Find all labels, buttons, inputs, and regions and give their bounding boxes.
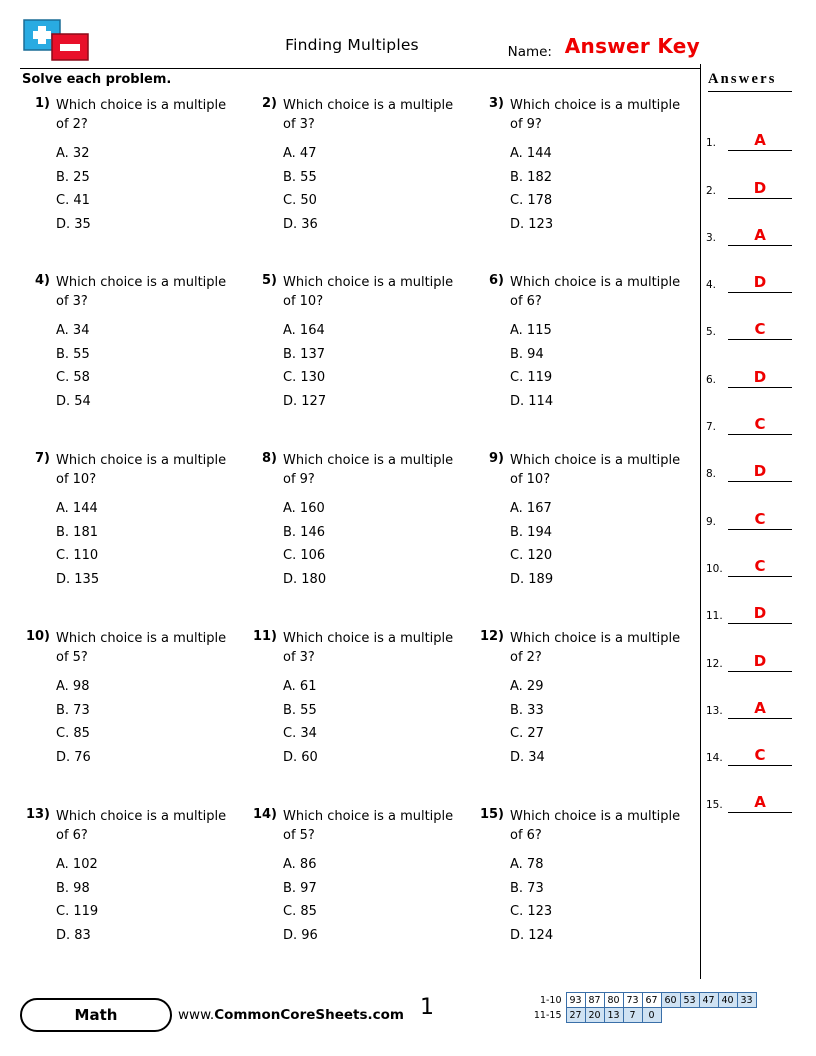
answer-value[interactable]: C bbox=[754, 746, 766, 765]
choice-option[interactable]: D. 135 bbox=[56, 571, 100, 587]
score-cell: 80 bbox=[604, 993, 623, 1008]
question-number: 15) bbox=[479, 807, 504, 822]
subject-badge bbox=[20, 998, 172, 1032]
instructions: Solve each problem. bbox=[22, 72, 172, 87]
question-text: Which choice is a multiple of 5? bbox=[283, 809, 454, 843]
question-text: Which choice is a multiple of 3? bbox=[56, 275, 227, 309]
answer-number: 2. bbox=[706, 184, 717, 197]
choice-option[interactable]: B. 194 bbox=[510, 524, 552, 540]
page-header bbox=[22, 18, 700, 64]
choice-option[interactable]: A. 34 bbox=[56, 323, 90, 338]
question-item bbox=[16, 807, 243, 985]
choice-option[interactable]: A. 144 bbox=[510, 146, 552, 161]
score-cell: 67 bbox=[642, 993, 661, 1008]
choice-option[interactable]: D. 189 bbox=[510, 571, 554, 587]
score-cell: 47 bbox=[699, 993, 718, 1008]
choice-list bbox=[283, 675, 466, 769]
answers-heading: Answers bbox=[708, 71, 777, 87]
choice-list bbox=[510, 853, 693, 947]
choice-option[interactable]: C. 119 bbox=[510, 370, 553, 385]
score-cell-empty bbox=[737, 1008, 756, 1023]
math-plus-minus-logo-icon bbox=[22, 18, 94, 62]
score-cell: 40 bbox=[718, 993, 737, 1008]
question-number: 6) bbox=[489, 273, 504, 288]
choice-option[interactable]: B. 94 bbox=[510, 346, 544, 362]
answer-row bbox=[706, 482, 798, 529]
choice-option[interactable]: A. 164 bbox=[283, 323, 325, 338]
question-item bbox=[243, 273, 470, 451]
question-text: Which choice is a multiple of 2? bbox=[510, 631, 681, 665]
choice-option[interactable]: C. 120 bbox=[510, 548, 553, 563]
question-item bbox=[470, 96, 697, 273]
choice-option[interactable]: A. 78 bbox=[510, 857, 544, 872]
choice-option[interactable]: A. 115 bbox=[510, 323, 552, 338]
answer-row bbox=[706, 104, 798, 151]
answer-number: 6. bbox=[706, 373, 717, 386]
answer-row bbox=[706, 199, 798, 246]
answer-value[interactable]: A bbox=[754, 698, 766, 717]
answer-row bbox=[706, 577, 798, 624]
choice-option[interactable]: C. 130 bbox=[283, 370, 326, 385]
choice-option[interactable]: D. 36 bbox=[283, 216, 318, 232]
choice-list bbox=[56, 497, 239, 591]
score-cell: 73 bbox=[623, 993, 642, 1008]
url-prefix: www. bbox=[178, 1007, 215, 1023]
choice-option[interactable]: C. 178 bbox=[510, 193, 553, 208]
choice-option[interactable]: D. 54 bbox=[56, 393, 91, 409]
question-number: 13) bbox=[25, 807, 50, 822]
answer-value[interactable]: A bbox=[754, 131, 766, 150]
choice-list bbox=[283, 142, 466, 236]
choice-option[interactable]: B. 146 bbox=[283, 524, 325, 540]
question-text: Which choice is a multiple of 10? bbox=[56, 453, 227, 487]
question-text: Which choice is a multiple of 6? bbox=[510, 809, 681, 843]
choice-option[interactable]: A. 102 bbox=[56, 857, 98, 872]
answer-value[interactable]: C bbox=[754, 509, 766, 528]
answer-number: 13. bbox=[706, 704, 723, 717]
answer-number: 8. bbox=[706, 468, 717, 481]
score-cell: 13 bbox=[604, 1008, 623, 1023]
choice-option[interactable]: B. 25 bbox=[56, 169, 90, 185]
choice-option[interactable]: C. 123 bbox=[510, 904, 553, 919]
choice-list bbox=[283, 319, 466, 413]
choice-option[interactable]: C. 119 bbox=[56, 904, 99, 919]
score-cell-empty bbox=[680, 1008, 699, 1023]
choice-option[interactable]: C. 41 bbox=[56, 193, 90, 208]
question-number: 14) bbox=[252, 807, 277, 822]
choice-option[interactable]: D. 124 bbox=[510, 927, 554, 943]
answers-divider bbox=[700, 64, 701, 979]
question-text: Which choice is a multiple of 3? bbox=[283, 98, 454, 132]
answer-value[interactable]: D bbox=[753, 604, 767, 623]
subject-label: Math bbox=[74, 1006, 118, 1024]
score-cell: 0 bbox=[642, 1008, 661, 1023]
choice-option[interactable]: A. 86 bbox=[283, 857, 317, 872]
question-number: 5) bbox=[262, 273, 277, 288]
score-row-label: 1-10 bbox=[539, 994, 562, 1006]
score-cell: 33 bbox=[737, 993, 756, 1008]
question-item bbox=[243, 451, 470, 629]
choice-list bbox=[510, 675, 693, 769]
choice-option[interactable]: D. 114 bbox=[510, 393, 554, 409]
score-cell: 87 bbox=[585, 993, 604, 1008]
answer-row bbox=[706, 246, 798, 293]
answer-row bbox=[706, 293, 798, 340]
choice-option[interactable]: A. 61 bbox=[283, 679, 317, 694]
answer-number: 11. bbox=[706, 610, 723, 623]
question-text: Which choice is a multiple of 2? bbox=[56, 98, 227, 132]
answer-number: 3. bbox=[706, 231, 717, 244]
choice-option[interactable]: A. 160 bbox=[283, 501, 325, 516]
answers-heading-rule bbox=[708, 91, 792, 92]
page-number: 1 bbox=[420, 995, 434, 1020]
score-cell: 7 bbox=[623, 1008, 642, 1023]
score-cell-empty bbox=[718, 1008, 737, 1023]
answer-value[interactable]: D bbox=[753, 273, 767, 292]
score-cell: 20 bbox=[585, 1008, 604, 1023]
question-item bbox=[16, 273, 243, 451]
question-text: Which choice is a multiple of 6? bbox=[56, 809, 227, 843]
answer-number: 7. bbox=[706, 421, 717, 434]
choice-option[interactable]: B. 98 bbox=[56, 880, 90, 896]
website-url[interactable] bbox=[178, 1007, 404, 1023]
choice-option[interactable]: D. 60 bbox=[283, 749, 318, 765]
choice-option[interactable]: A. 29 bbox=[510, 679, 544, 694]
choice-list bbox=[510, 142, 693, 236]
choice-option[interactable]: C. 58 bbox=[56, 370, 90, 385]
choice-list bbox=[56, 142, 239, 236]
score-row-1 bbox=[532, 993, 756, 1008]
answer-row bbox=[706, 388, 798, 435]
answer-number: 10. bbox=[706, 562, 723, 575]
answer-value[interactable]: D bbox=[753, 651, 767, 670]
choice-list bbox=[510, 497, 693, 591]
question-number: 3) bbox=[489, 96, 504, 111]
choice-list bbox=[56, 675, 239, 769]
choice-option[interactable]: D. 123 bbox=[510, 216, 554, 232]
answer-value[interactable]: A bbox=[754, 225, 766, 244]
choice-list bbox=[510, 319, 693, 413]
choice-option[interactable]: A. 167 bbox=[510, 501, 552, 516]
question-item bbox=[470, 273, 697, 451]
choice-option[interactable]: B. 73 bbox=[56, 702, 90, 718]
score-cell: 93 bbox=[566, 993, 585, 1008]
answer-row bbox=[706, 435, 798, 482]
score-row-2 bbox=[532, 1008, 756, 1023]
answer-number: 4. bbox=[706, 279, 717, 292]
question-text: Which choice is a multiple of 10? bbox=[283, 275, 454, 309]
question-number: 9) bbox=[489, 451, 504, 466]
score-row-label: 11-15 bbox=[533, 1009, 562, 1021]
answer-number: 12. bbox=[706, 657, 723, 670]
question-text: Which choice is a multiple of 5? bbox=[56, 631, 227, 665]
choice-option[interactable]: C. 50 bbox=[283, 193, 317, 208]
answer-value[interactable]: C bbox=[754, 415, 766, 434]
answer-row bbox=[706, 672, 798, 719]
choice-option[interactable]: C. 106 bbox=[283, 548, 326, 563]
answer-row bbox=[706, 624, 798, 671]
question-item bbox=[16, 451, 243, 629]
question-text: Which choice is a multiple of 3? bbox=[283, 631, 454, 665]
answer-number: 1. bbox=[706, 137, 717, 150]
answer-number: 15. bbox=[706, 799, 723, 812]
question-number: 2) bbox=[262, 96, 277, 111]
choice-option[interactable]: B. 55 bbox=[56, 346, 90, 362]
question-number: 12) bbox=[479, 629, 504, 644]
answer-key-label: Answer Key bbox=[564, 34, 700, 58]
question-row bbox=[16, 807, 698, 985]
choice-option[interactable]: D. 83 bbox=[56, 927, 91, 943]
choice-option[interactable]: C. 27 bbox=[510, 726, 544, 741]
answer-number: 9. bbox=[706, 515, 717, 528]
answers-list bbox=[706, 104, 798, 813]
question-text: Which choice is a multiple of 9? bbox=[283, 453, 454, 487]
question-text: Which choice is a multiple of 6? bbox=[510, 275, 681, 309]
choice-list bbox=[56, 853, 239, 947]
answer-row bbox=[706, 340, 798, 387]
choice-option[interactable]: C. 110 bbox=[56, 548, 99, 563]
choice-option[interactable]: D. 96 bbox=[283, 927, 318, 943]
header-divider bbox=[20, 68, 700, 69]
choice-list bbox=[283, 853, 466, 947]
page-title: Finding Multiples bbox=[285, 36, 419, 54]
answer-row bbox=[706, 151, 798, 198]
choice-option[interactable]: A. 144 bbox=[56, 501, 98, 516]
choice-option[interactable]: C. 85 bbox=[283, 904, 317, 919]
question-number: 4) bbox=[35, 273, 50, 288]
score-cell-empty bbox=[699, 1008, 718, 1023]
question-number: 10) bbox=[25, 629, 50, 644]
question-row bbox=[16, 273, 698, 451]
question-number: 1) bbox=[35, 96, 50, 111]
score-table bbox=[532, 992, 757, 1023]
choice-option[interactable]: B. 182 bbox=[510, 169, 552, 185]
choice-option[interactable]: D. 180 bbox=[283, 571, 327, 587]
question-item bbox=[243, 629, 470, 807]
choice-option[interactable]: C. 85 bbox=[56, 726, 90, 741]
answer-row bbox=[706, 719, 798, 766]
choice-list bbox=[283, 497, 466, 591]
question-item bbox=[16, 96, 243, 273]
choice-option[interactable]: D. 35 bbox=[56, 216, 91, 232]
question-item bbox=[470, 451, 697, 629]
question-number: 8) bbox=[262, 451, 277, 466]
question-item bbox=[470, 807, 697, 985]
choice-option[interactable]: C. 34 bbox=[283, 726, 317, 741]
choice-option[interactable]: B. 73 bbox=[510, 880, 544, 896]
choice-option[interactable]: B. 55 bbox=[283, 169, 317, 185]
answer-number: 14. bbox=[706, 752, 723, 765]
answer-value[interactable]: C bbox=[754, 556, 766, 575]
answer-row bbox=[706, 530, 798, 577]
question-row bbox=[16, 629, 698, 807]
score-cell: 60 bbox=[661, 993, 680, 1008]
choice-option[interactable]: D. 127 bbox=[283, 393, 327, 409]
choice-option[interactable]: A. 98 bbox=[56, 679, 90, 694]
choice-option[interactable]: B. 55 bbox=[283, 702, 317, 718]
answer-value[interactable]: D bbox=[753, 178, 767, 197]
question-item bbox=[16, 629, 243, 807]
choice-option[interactable]: B. 33 bbox=[510, 702, 544, 718]
answer-value[interactable]: D bbox=[753, 462, 767, 481]
choice-option[interactable]: A. 32 bbox=[56, 146, 90, 161]
questions-grid bbox=[16, 96, 698, 985]
choice-option[interactable]: B. 97 bbox=[283, 880, 317, 896]
choice-option[interactable]: B. 137 bbox=[283, 346, 325, 362]
choice-list bbox=[56, 319, 239, 413]
score-cell: 27 bbox=[566, 1008, 585, 1023]
choice-option[interactable]: D. 34 bbox=[510, 749, 545, 765]
answer-value[interactable]: D bbox=[753, 367, 767, 386]
name-label: Name: bbox=[507, 44, 552, 60]
choice-option[interactable]: D. 76 bbox=[56, 749, 91, 765]
question-item bbox=[470, 629, 697, 807]
answer-value[interactable]: A bbox=[754, 793, 766, 812]
question-item bbox=[243, 96, 470, 273]
question-row bbox=[16, 96, 698, 273]
question-row bbox=[16, 451, 698, 629]
url-main: CommonCoreSheets.com bbox=[214, 1007, 404, 1023]
question-text: Which choice is a multiple of 9? bbox=[510, 98, 681, 132]
answer-value[interactable]: C bbox=[754, 320, 766, 339]
choice-option[interactable]: B. 181 bbox=[56, 524, 98, 540]
answer-row bbox=[706, 766, 798, 813]
question-number: 11) bbox=[252, 629, 277, 644]
answer-number: 5. bbox=[706, 326, 717, 339]
choice-option[interactable]: A. 47 bbox=[283, 146, 317, 161]
score-cell-empty bbox=[661, 1008, 680, 1023]
question-text: Which choice is a multiple of 10? bbox=[510, 453, 681, 487]
score-cell: 53 bbox=[680, 993, 699, 1008]
question-item bbox=[243, 807, 470, 985]
question-number: 7) bbox=[35, 451, 50, 466]
